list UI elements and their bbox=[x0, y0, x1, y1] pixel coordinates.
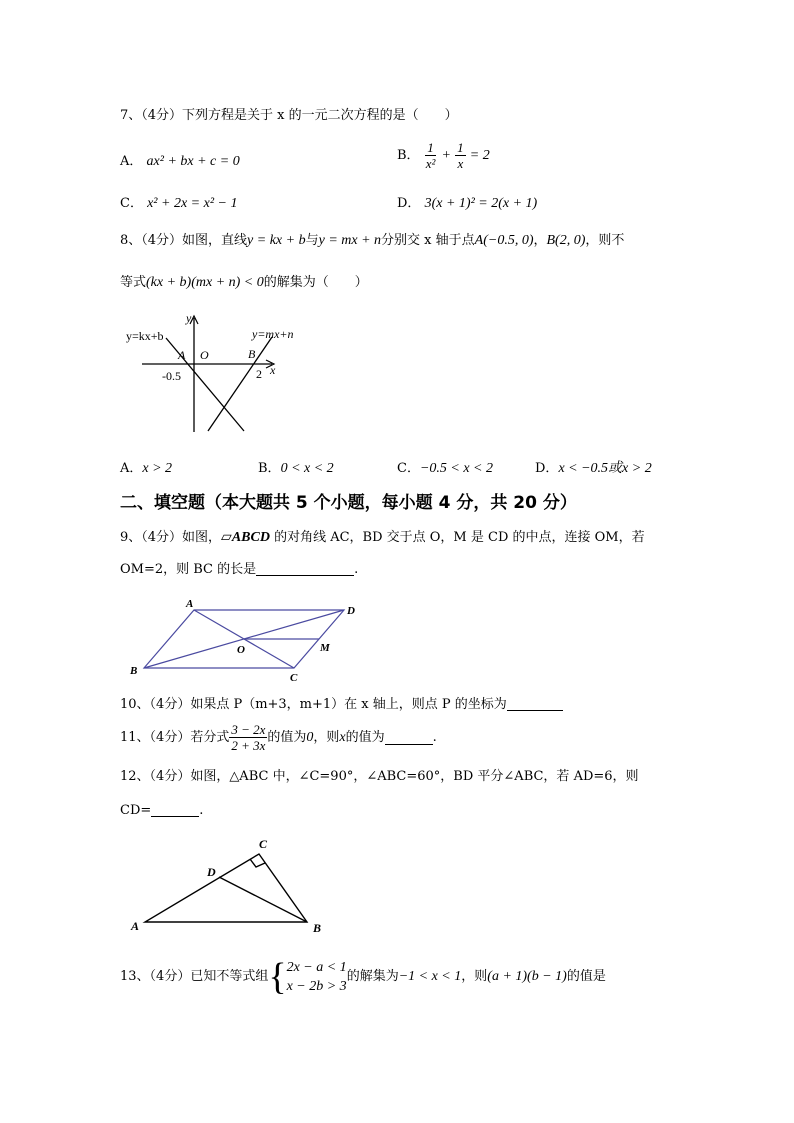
q13-stem-part3: ，则 bbox=[461, 969, 488, 984]
q8-option-c-label: C． bbox=[397, 461, 420, 476]
q11-x: x bbox=[339, 729, 346, 745]
label-b: B bbox=[248, 347, 256, 361]
q13-stem-part1: 13、（4分）已知不等式组 bbox=[120, 969, 269, 984]
q9-stem-line2 bbox=[120, 560, 358, 580]
q10-stem-line bbox=[120, 695, 563, 715]
label-a: A bbox=[186, 598, 194, 610]
q7-option-a bbox=[120, 150, 240, 170]
q7-option-b-frac1 bbox=[424, 140, 438, 171]
label-b: B bbox=[313, 921, 322, 935]
q11-stem-line bbox=[120, 722, 437, 753]
q12-stem: 12、（4分）如图，△ABC 中，∠C=90°，∠ABC=60°，BD 平分∠ABC，若 AD=6，则 bbox=[120, 769, 639, 784]
q12-end: . bbox=[199, 803, 204, 818]
q8-figure bbox=[120, 310, 320, 440]
frac-numerator: 1 bbox=[457, 140, 464, 155]
answer-blank[interactable] bbox=[385, 730, 433, 745]
q8-stem-line1 bbox=[120, 231, 624, 251]
q11-stem-part2: 的值为 bbox=[267, 729, 307, 745]
answer-blank[interactable] bbox=[507, 696, 563, 711]
q8-option-c-expr: −0.5 < x < 2 bbox=[419, 461, 494, 476]
label-a: A bbox=[131, 919, 140, 933]
q8-stem-part1: 8、（4分）如图，直线 bbox=[120, 233, 248, 248]
q7-option-a-label: A． bbox=[120, 154, 143, 169]
q11-end: . bbox=[432, 729, 437, 745]
answer-blank[interactable] bbox=[151, 802, 199, 817]
label-c: C bbox=[259, 837, 268, 851]
q7-stem: 7、（4分）下列方程是关于 x 的一元二次方程的是（ ） bbox=[120, 108, 458, 123]
q8-conj: 与 bbox=[305, 233, 319, 248]
q8-option-d-label: D． bbox=[535, 461, 559, 476]
q9-stem-part2: 的对角线 AC，BD 交于点 O，M 是 CD 的中点，连接 OM，若 bbox=[269, 530, 645, 545]
system-brace: { bbox=[268, 956, 287, 998]
q7-option-d bbox=[397, 192, 537, 212]
frac-denominator: 2 + 3x bbox=[231, 738, 266, 753]
q8-option-b-expr: 0 < x < 2 bbox=[280, 461, 334, 476]
q8-point-b: B(2, 0) bbox=[546, 233, 586, 248]
q8-option-a-expr: x > 2 bbox=[142, 461, 173, 476]
label-neg-half: -0.5 bbox=[162, 369, 181, 383]
q13-stem-part4: 的值是 bbox=[566, 969, 606, 984]
label-a: A bbox=[178, 348, 186, 362]
label-d: D bbox=[347, 605, 355, 617]
q8-option-d-expr: x < −0.5或x > 2 bbox=[558, 461, 652, 476]
q9-stem-line1 bbox=[120, 528, 645, 548]
q12-stem-line2 bbox=[120, 801, 203, 821]
q11-fraction bbox=[229, 722, 267, 753]
q9-end: . bbox=[354, 562, 359, 577]
label-b: B bbox=[130, 665, 138, 677]
q11-stem-part3: ，则 bbox=[313, 729, 340, 745]
q13-product: (a + 1)(b − 1) bbox=[487, 969, 567, 984]
q8-option-b-label: B． bbox=[258, 461, 281, 476]
label-o: O bbox=[237, 644, 245, 656]
q12-figure bbox=[125, 832, 335, 938]
q13-system bbox=[287, 958, 347, 996]
frac-numerator: 3 − 2x bbox=[231, 722, 266, 737]
frac-numerator: 1 bbox=[427, 140, 434, 155]
q12-line-b: CD= bbox=[120, 803, 152, 818]
q9-figure bbox=[125, 596, 365, 684]
q13-range: −1 < x < 1 bbox=[398, 969, 462, 984]
q7-option-a-expr: ax² + bx + c = 0 bbox=[146, 154, 240, 169]
label-line1: y=kx+b bbox=[126, 329, 164, 343]
frac-denominator: x bbox=[457, 156, 464, 171]
q7-option-b-label: B． bbox=[397, 148, 420, 163]
q8-inequality: (kx + b)(mx + n) < 0 bbox=[146, 275, 264, 290]
q8-sep: ， bbox=[533, 233, 547, 248]
frac-denominator: x² bbox=[425, 156, 436, 171]
q8-stem-part2: 分别交 x 轴于点 bbox=[381, 233, 475, 248]
q13-ineq2: x − 2b > 3 bbox=[286, 979, 347, 994]
q7-option-b-tail: = 2 bbox=[469, 148, 490, 163]
q8-stem-part3: ，则不 bbox=[585, 233, 625, 248]
q13-ineq1: 2x − a < 1 bbox=[286, 960, 347, 975]
q8-stem-line2 bbox=[120, 273, 368, 293]
q9-parallelogram: ▱ABCD bbox=[221, 530, 270, 545]
label-two: 2 bbox=[256, 367, 262, 381]
label-c: C bbox=[290, 672, 298, 684]
q7-option-d-expr: 3(x + 1)² = 2(x + 1) bbox=[424, 196, 538, 211]
section-title: 二、填空题（本大题共 5 个小题，每小题 4 分，共 20 分） bbox=[120, 493, 577, 513]
q13-stem-part2: 的解集为 bbox=[346, 969, 399, 984]
label-o: O bbox=[200, 348, 209, 362]
q7-option-b-frac2 bbox=[455, 140, 466, 171]
q7-option-c-label: C． bbox=[120, 196, 143, 211]
label-m: M bbox=[320, 642, 330, 654]
q8-option-d bbox=[535, 457, 652, 477]
q8-line1: y = kx + b bbox=[247, 233, 306, 248]
q11-stem-part4: 的值为 bbox=[345, 729, 385, 745]
q7-option-b: B． $\frac{1}{\text{x²}}$ + $\frac{1}{x}$ = 2 bbox=[397, 140, 490, 171]
q8-point-a: A(−0.5, 0) bbox=[474, 233, 534, 248]
line-mx-n bbox=[208, 337, 272, 431]
label-x: x bbox=[270, 363, 276, 377]
q13-stem-line bbox=[120, 958, 606, 996]
q7-option-d-label: D． bbox=[397, 196, 421, 211]
q7-option-c-expr: x² + 2x = x² − 1 bbox=[147, 196, 238, 211]
q9-stem-part1: 9、（4分）如图， bbox=[120, 530, 222, 545]
label-d: D bbox=[207, 865, 216, 879]
label-y: y bbox=[186, 311, 192, 325]
q8-option-b bbox=[258, 457, 334, 477]
answer-blank[interactable] bbox=[256, 561, 354, 576]
q9-line-b: OM=2，则 BC 的长是 bbox=[120, 562, 257, 577]
q8-option-a bbox=[120, 457, 172, 477]
q11-stem-part1: 11、（4分）若分式 bbox=[120, 729, 230, 745]
q8-line-b-part2: 的解集为（ ） bbox=[263, 275, 368, 290]
q8-option-c bbox=[397, 457, 493, 477]
q8-option-a-label: A． bbox=[120, 461, 143, 476]
q10-stem: 10、（4分）如果点 P（m+3，m+1）在 x 轴上，则点 P 的坐标为 bbox=[120, 697, 507, 712]
q7-option-c bbox=[120, 192, 237, 212]
q11-zero: 0 bbox=[306, 729, 314, 745]
q8-line2: y = mx + n bbox=[318, 233, 382, 248]
triangle-abc bbox=[145, 854, 307, 922]
label-line2: y=mx+n bbox=[252, 327, 294, 341]
q8-line-b-part1: 等式 bbox=[120, 275, 147, 290]
bisector-bd bbox=[219, 877, 307, 922]
